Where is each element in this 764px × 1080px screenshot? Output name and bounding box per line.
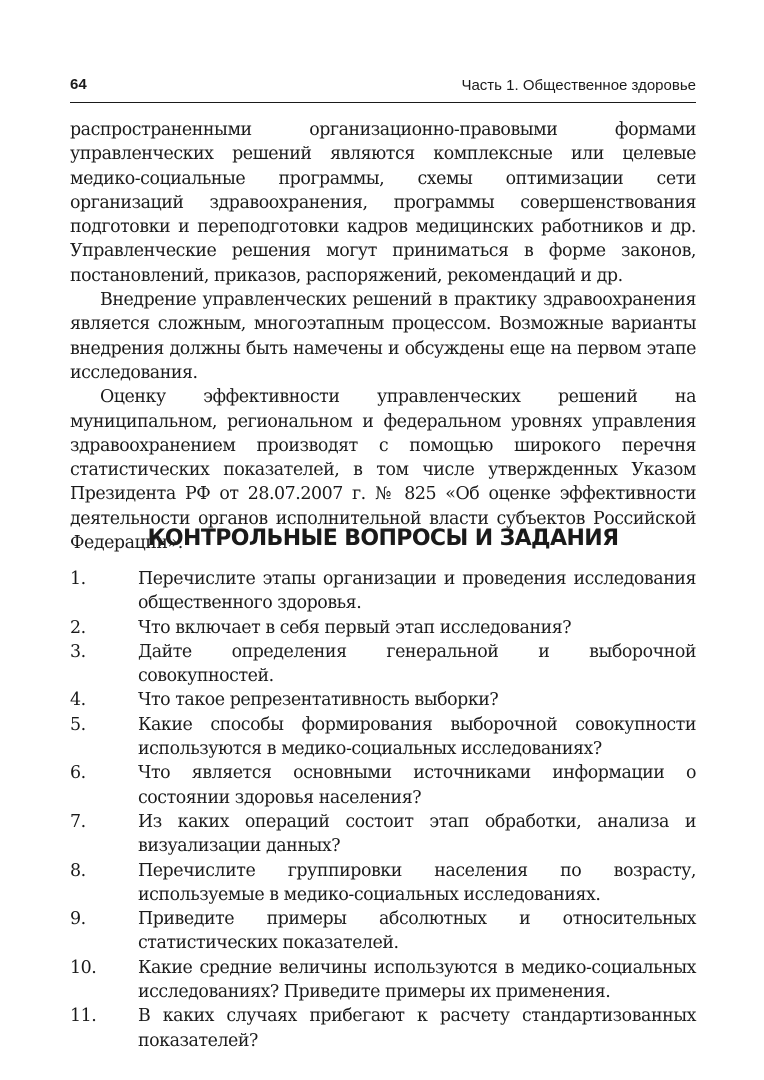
questions-list — [70, 567, 696, 1053]
question-item — [70, 907, 696, 956]
question-text: Приведите примеры абсолютных и относительных статистических показателей. — [138, 909, 696, 954]
question-number: 4. — [70, 690, 86, 711]
question-item — [70, 713, 696, 762]
question-text: В каких случаях прибегают к расчету стандартизованных показателей? — [138, 1006, 696, 1051]
question-item — [70, 616, 696, 640]
question-item — [70, 688, 696, 712]
question-text: Какие способы формирования выборочной совокупности используются в медико-социальных исследованиях? — [138, 714, 696, 760]
question-number: 1. — [70, 569, 86, 589]
question-number: 5. — [70, 714, 86, 735]
question-item — [70, 640, 696, 689]
question-item — [70, 567, 696, 616]
question-item — [70, 956, 696, 1005]
question-text: Из каких операций состоит этап обработки, анализа и визуализации данных? — [138, 811, 696, 857]
question-item — [70, 1004, 696, 1053]
paragraph-continuation: распространенными организационно-правовыми формами управленческих решений являются комплексные или целевые медико-социальные программы, схемы оптимизации сети организаций здравоохранения, программы совершенствования подготовки и переподготовки кадров медицинских работников и др. Управленческие решения могут приниматься в форме законов, постановлений, приказов, распоряжений, рекомендаций и др. — [70, 120, 696, 286]
question-text: Что является основными источниками информации о состоянии здоровья населения? — [138, 763, 696, 808]
question-number: 10. — [70, 957, 97, 978]
paragraph-evaluation: Оценку эффективности управленческих решений на муниципальном, региональном и федеральном уровнях управления здравоохранением производят с помощью широкого перечня статистических показателей, в том числе утвержденных Указом Президента РФ от 28.07.2007 г. № 825 «Об оценке эффективности деятельности органов исполнительной власти субъектов Российской Федерации». — [70, 387, 696, 554]
question-text: Перечислите этапы организации и проведения исследования общественного здоровья. — [138, 569, 696, 614]
running-title: Часть 1. Общественное здоровье — [461, 77, 696, 94]
section-title: КОНТРОЛЬНЫЕ ВОПРОСЫ И ЗАДАНИЯ — [147, 526, 619, 551]
question-item — [70, 761, 696, 810]
question-text: Перечислите группировки населения по возрасту, используемые в медико-социальных исследованиях. — [138, 860, 696, 905]
question-item — [70, 859, 696, 908]
paragraph-implementation: Внедрение управленческих решений в практику здравоохранения является сложным, многоэтапным процессом. Возможные варианты внедрения должны быть намечены и обсуждены еще на первом этапе исследования. — [70, 290, 696, 383]
page-number: 64 — [70, 76, 87, 93]
question-item — [70, 810, 696, 859]
question-number: 9. — [70, 909, 86, 930]
question-number: 11. — [70, 1006, 97, 1027]
page-header — [70, 70, 696, 103]
body-text — [70, 118, 696, 555]
question-number: 3. — [70, 641, 86, 662]
question-number: 2. — [70, 617, 86, 638]
question-text: Что такое репрезентативность выборки? — [138, 690, 499, 711]
question-text: Какие средние величины используются в медико-социальных исследованиях? Приведите примеры их применения. — [138, 957, 696, 1003]
question-text: Что включает в себя первый этап исследования? — [138, 617, 572, 638]
question-text: Дайте определения генеральной и выборочной совокупностей. — [138, 641, 696, 687]
question-number: 7. — [70, 811, 86, 832]
question-number: 8. — [70, 860, 86, 881]
question-number: 6. — [70, 763, 86, 784]
